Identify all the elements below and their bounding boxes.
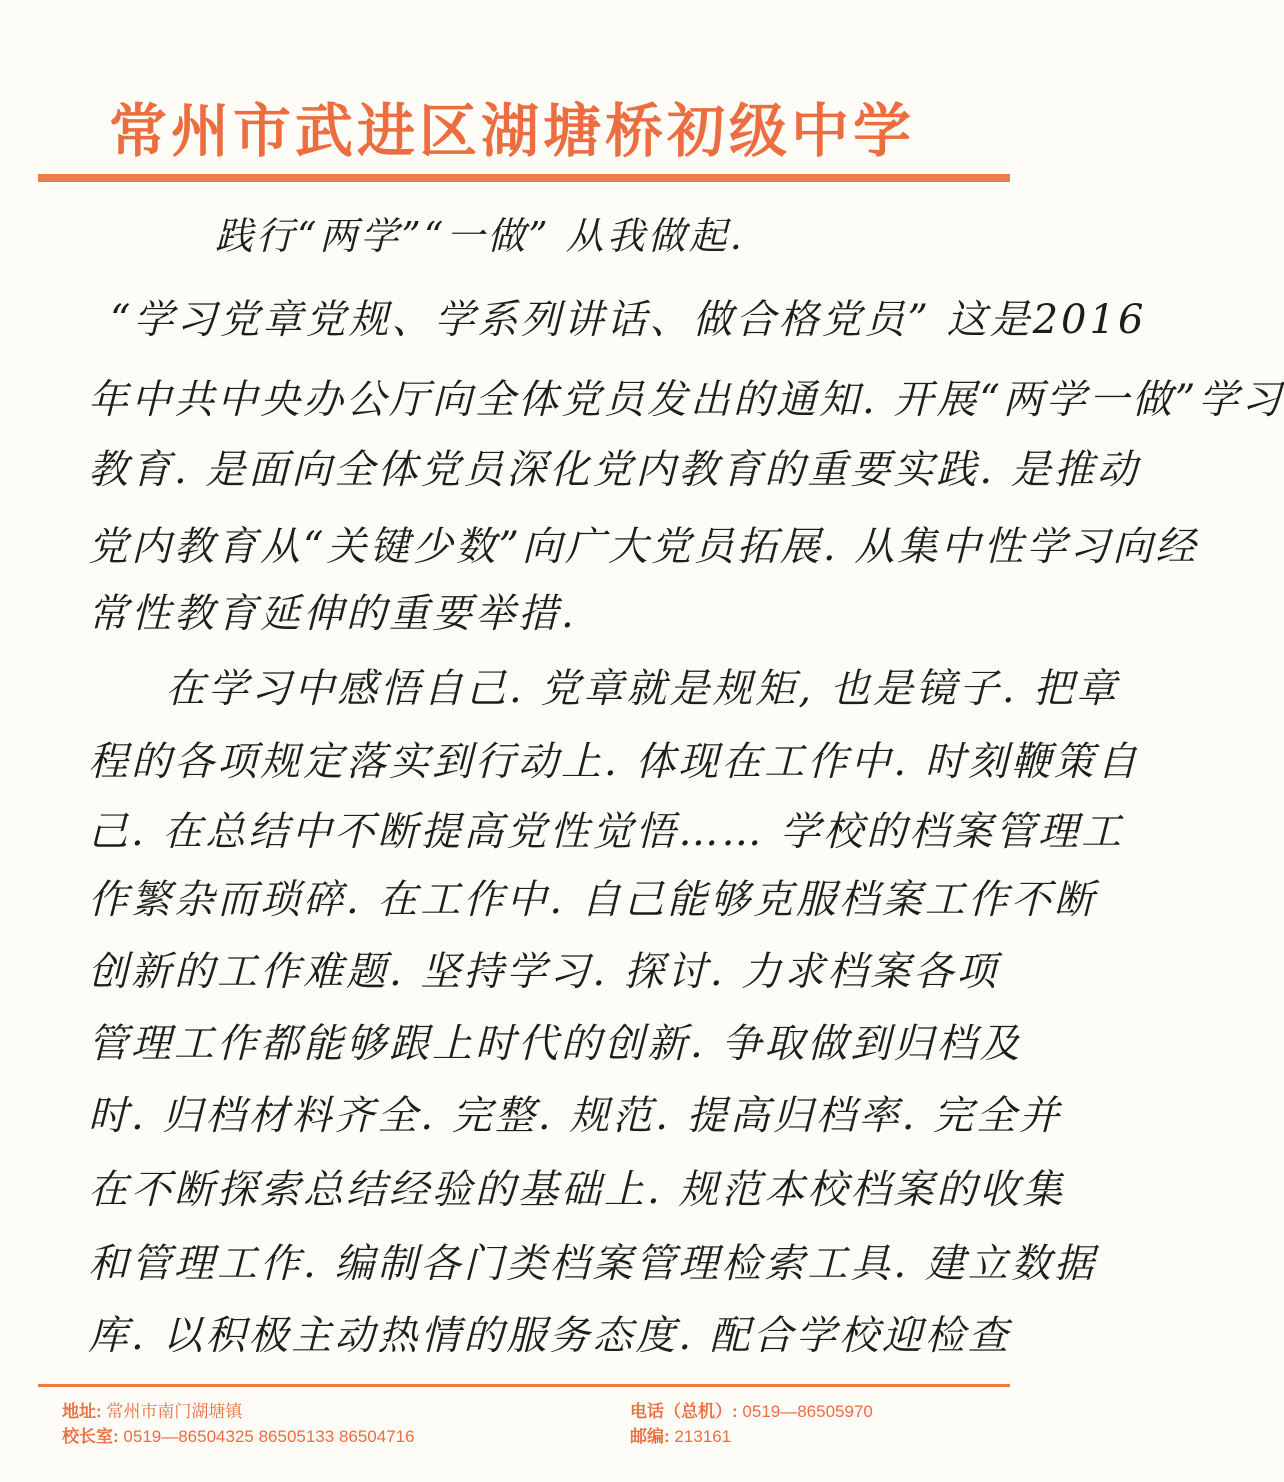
address-label: 地址: — [62, 1402, 102, 1421]
school-name-heading: 常州市武进区湖塘桥初级中学 — [108, 97, 915, 165]
footer-phone — [630, 1397, 873, 1422]
address-value: 常州市南门湖塘镇 — [106, 1402, 243, 1421]
essay-line: 年中共中央办公厅向全体党员发出的通知. 开展“两学一做”学习 — [88, 377, 1284, 423]
footer-divider — [38, 1384, 1010, 1387]
essay-line: 和管理工作. 编制各门类档案管理检索工具. 建立数据 — [88, 1241, 1097, 1287]
header-divider — [38, 174, 1010, 182]
essay-line: “学习党章党规、学系列讲话、做合格党员” 这是2016 — [110, 297, 1147, 343]
essay-line: 常性教育延伸的重要举措. — [88, 591, 577, 637]
essay-line: 管理工作都能够跟上时代的创新. 争取做到归档及 — [88, 1021, 1023, 1067]
essay-line: 己. 在总结中不断提高党性觉悟…… 学校的档案管理工 — [88, 809, 1125, 855]
essay-title: 践行“两学”“一做” 从我做起. — [215, 214, 745, 258]
essay-line: 作繁杂而琐碎. 在工作中. 自己能够克服档案工作不断 — [88, 877, 1097, 923]
essay-line: 程的各项规定落实到行动上. 体现在工作中. 时刻鞭策自 — [88, 739, 1140, 785]
principal-value: 0519—86504325 86505133 86504716 — [123, 1427, 415, 1446]
postcode-label: 邮编: — [630, 1427, 670, 1446]
footer-principal-office — [62, 1422, 415, 1447]
phone-value: 0519—86505970 — [742, 1402, 873, 1421]
essay-line: 在学习中感悟自己. 党章就是规矩, 也是镜子. 把章 — [165, 666, 1120, 712]
footer-postcode — [630, 1422, 731, 1447]
essay-line: 在不断探索总结经验的基础上. 规范本校档案的收集 — [88, 1167, 1066, 1213]
phone-label: 电话（总机）: — [630, 1402, 738, 1421]
essay-line: 创新的工作难题. 坚持学习. 探讨. 力求档案各项 — [88, 949, 1000, 995]
essay-line: 时. 归档材料齐全. 完整. 规范. 提高归档率. 完全并 — [88, 1093, 1063, 1139]
essay-line: 党内教育从“关键少数”向广大党员拓展. 从集中性学习向经 — [88, 524, 1199, 570]
essay-line: 库. 以积极主动热情的服务态度. 配合学校迎检查 — [88, 1313, 1011, 1359]
essay-line: 教育. 是面向全体党员深化党内教育的重要实践. 是推动 — [88, 447, 1140, 493]
principal-label: 校长室: — [62, 1427, 119, 1446]
postcode-value: 213161 — [674, 1427, 732, 1446]
footer-address — [62, 1397, 242, 1422]
